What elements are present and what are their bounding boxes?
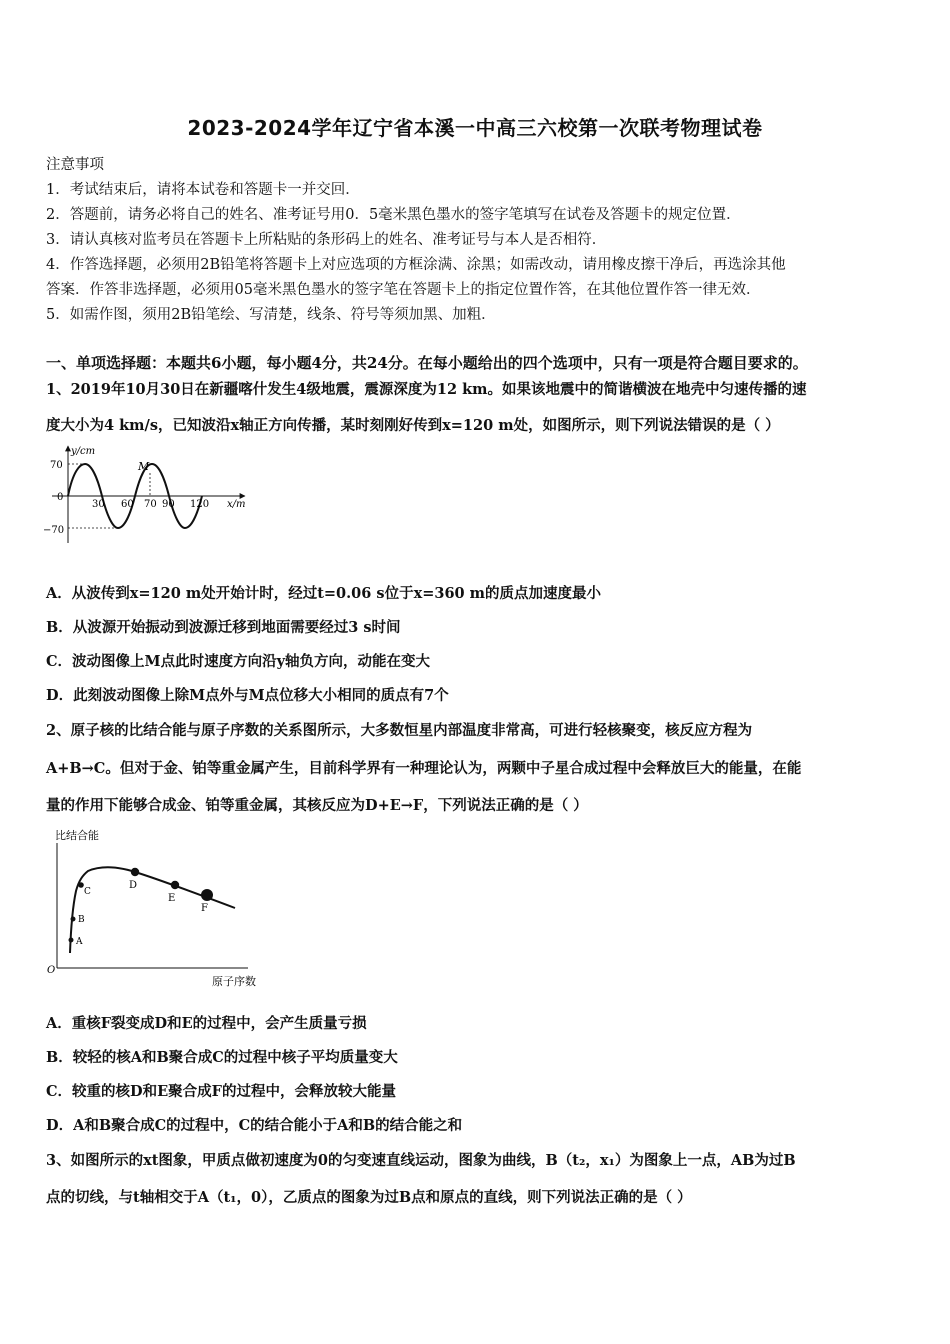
notice-item: 1．考试结束后，请将本试卷和答题卡一并交回．: [46, 182, 360, 198]
question-2-line: 2、原子核的比结合能与原子序数的关系图所示，大多数恒星内部温度非常高，可进行轻核聚变，核反应方程为: [46, 722, 753, 739]
x-tick: 30: [92, 499, 105, 510]
notice-item: 5．如需作图，须用2B铅笔绘、写清楚，线条、符号等须加黑、加粗．: [46, 307, 496, 323]
x-axis-label: x/m: [227, 499, 246, 510]
y-axis-label: 比结合能: [55, 829, 99, 842]
binding-energy-curve: [70, 867, 235, 953]
x-tick: 60: [121, 499, 134, 510]
notice-item: 2．答题前，请务必将自己的姓名、准考证号用0．5毫米黑色墨水的签字笔填写在试卷及答题卡的规定位置．: [46, 207, 741, 223]
option-d: D．A和B聚合成C的过程中，C的结合能小于A和B的结合能之和: [46, 1117, 463, 1134]
notice-item: 4．作答选择题，必须用2B铅笔将答题卡上对应选项的方框涂满、涂黑；如需改动，请用橡皮擦干净后，再选涂其他: [46, 257, 786, 273]
point-f: [201, 889, 213, 901]
y-axis-label: y/cm: [71, 446, 96, 457]
question-1-line: 度大小为4 km/s，已知波沿x轴正方向传播，某时刻刚好传到x=120 m处，如图所示，则下列说法错误的是（ ）: [46, 417, 780, 434]
point-c: [78, 882, 84, 888]
x-tick: 70: [144, 499, 157, 510]
point-b: [71, 917, 76, 922]
origin-label: 0: [57, 492, 64, 503]
point-b-label: B: [78, 915, 85, 925]
origin-label: O: [47, 965, 56, 976]
option-a: A．重核F裂变成D和E的过程中，会产生质量亏损: [46, 1015, 367, 1032]
y-tick-bottom: −70: [43, 525, 65, 536]
question-1-line: 1、2019年10月30日在新疆喀什发生4级地震，震源深度为12 km。如果该地震中的简谐横波在地壳中匀速传播的速: [46, 381, 807, 398]
point-e-label: E: [168, 893, 176, 904]
option-a: A．从波传到x=120 m处开始计时，经过t=0.06 s位于x=360 m的质点加速度最小: [46, 585, 602, 602]
page-title: 2023-2024学年辽宁省本溪一中高三六校第一次联考物理试卷: [187, 116, 763, 140]
point-a-label: A: [76, 937, 83, 947]
point-a: [69, 938, 74, 943]
option-c: C．波动图像上M点此时速度方向沿y轴负方向，动能在变大: [46, 653, 431, 670]
option-b: B．从波源开始振动到波源迁移到地面需要经过3 s时间: [46, 619, 401, 636]
notice-item: 3．请认真核对监考员在答题卡上所粘贴的条形码上的姓名、准考证号与本人是否相符．: [46, 232, 607, 248]
binding-energy-figure: [40, 825, 280, 995]
notice-item: 答案．作答非选择题，必须用05毫米黑色墨水的签字笔在答题卡上的指定位置作答，在其他位置作答一律无效．: [46, 282, 761, 298]
option-b: B．较轻的核A和B聚合成C的过程中核子平均质量变大: [46, 1049, 398, 1066]
point-d-label: D: [129, 880, 138, 891]
point-m-label: M: [138, 460, 150, 473]
point-e: [171, 881, 179, 889]
x-axis-label: 原子序数: [212, 975, 256, 988]
wave-figure: [40, 443, 255, 548]
option-c: C．较重的核D和E聚合成F的过程中，会释放较大能量: [46, 1083, 396, 1100]
point-f-label: F: [201, 903, 208, 914]
question-3-line: 3、如图所示的xt图象，甲质点做初速度为0的匀变速直线运动，图象为曲线，B（t₂，x₁）为图象上一点，AB为过B: [46, 1152, 796, 1169]
y-tick-top: 70: [50, 460, 63, 471]
question-2-line: A+B→C。但对于金、铂等重金属产生，目前科学界有一种理论认为，两颗中子星合成过程中会释放巨大的能量，在能: [46, 760, 802, 777]
notice-heading: 注意事项: [46, 157, 104, 173]
x-tick: 120: [190, 499, 210, 510]
question-3-line: 点的切线，与t轴相交于A（t₁，0），乙质点的图象为过B点和原点的直线，则下列说法正确的是（ ）: [46, 1189, 692, 1206]
x-tick: 90: [162, 499, 175, 510]
point-c-label: C: [84, 887, 91, 897]
point-d: [131, 868, 139, 876]
option-d: D．此刻波动图像上除M点外与M点位移大小相同的质点有7个: [46, 687, 449, 704]
section-heading: 一、单项选择题：本题共6小题，每小题4分，共24分。在每小题给出的四个选项中，只有一项是符合题目要求的。: [46, 354, 808, 372]
question-2-line: 量的作用下能够合成金、铂等重金属，其核反应为D+E→F，下列说法正确的是（ ）: [46, 797, 588, 814]
